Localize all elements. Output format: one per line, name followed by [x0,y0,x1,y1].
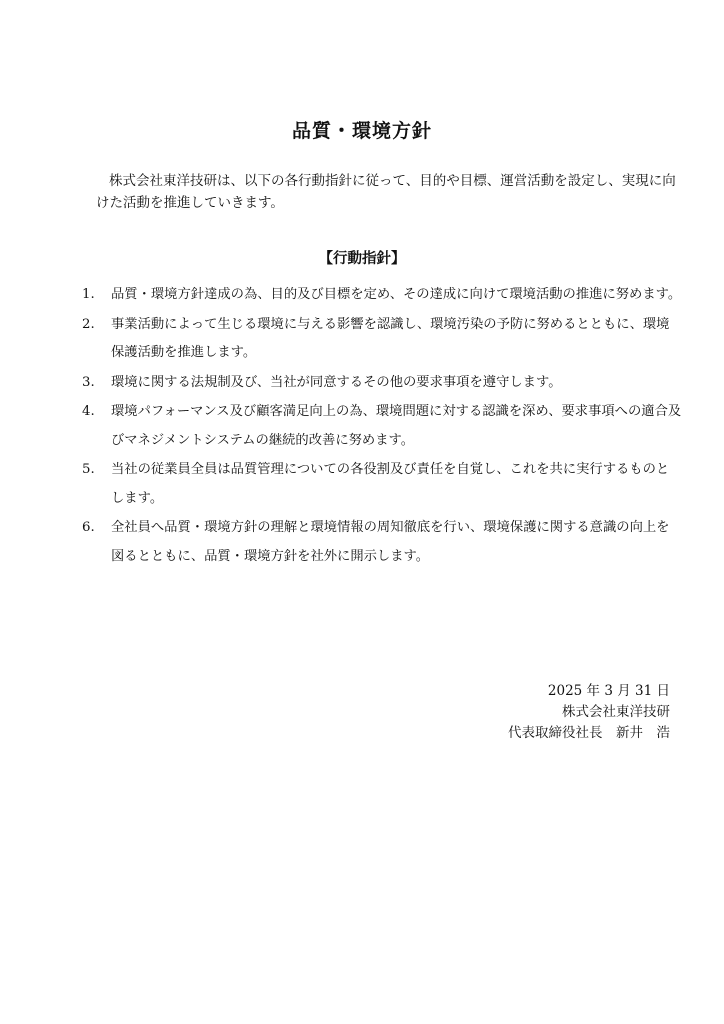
intro-paragraph [96,170,676,214]
policy-number: 2. [82,316,95,332]
policy-item-2 [82,311,682,368]
document-title: 品質・環境方針 [291,120,432,142]
policy-item-3 [82,369,682,398]
policy-item-1 [82,281,682,310]
policy-number: 6. [82,520,95,535]
policy-text: 品質・環境方針達成の為、目的及び目標を定め、その達成に向けて環境活動の推進に努めます。 [111,287,682,302]
policy-item-5 [82,456,682,513]
section-heading: 【行動指針】 [318,250,406,267]
policy-text: 全社員へ品質・環境方針の理解と環境情報の周知徹底を行い、環境保護に関する意識の向上を図るとともに、品質・環境方針を社外に開示します。 [111,520,670,564]
signature-company: 株式会社東洋技研 [562,704,670,720]
signature-block [508,681,670,744]
policy-item-6 [82,514,682,571]
policy-text: 事業活動によって生じる環境に与える影響を認識し、環境汚染の予防に努めるとともに、環境保護活動を推進します。 [111,316,670,360]
intro-text: 株式会社東洋技研は、以下の各行動指針に従って、目的や目標、運営活動を設定し、実現に向けた活動を推進していきます。 [96,173,676,211]
signature-representative: 代表取締役社長 新井 浩 [508,725,670,741]
signature-date: 2025 年 3 月 31 日 [547,683,670,699]
policy-text: 環境に関する法規制及び、当社が同意するその他の要求事項を遵守します。 [111,374,562,390]
policy-text: 当社の従業員全員は品質管理についての各役割及び責任を自覚し、これを共に実行するものとします。 [111,462,670,506]
policy-number: 4. [82,404,95,419]
policy-number: 5. [82,462,95,477]
policy-item-4 [82,398,682,455]
policy-list [82,281,682,572]
policy-number: 1. [82,287,95,302]
policy-text: 環境パフォーマンス及び顧客満足向上の為、環境問題に対する認識を深め、要求事項への適合及びマネジメントシステムの継続的改善に努めます。 [111,404,682,448]
policy-number: 3. [82,374,95,390]
